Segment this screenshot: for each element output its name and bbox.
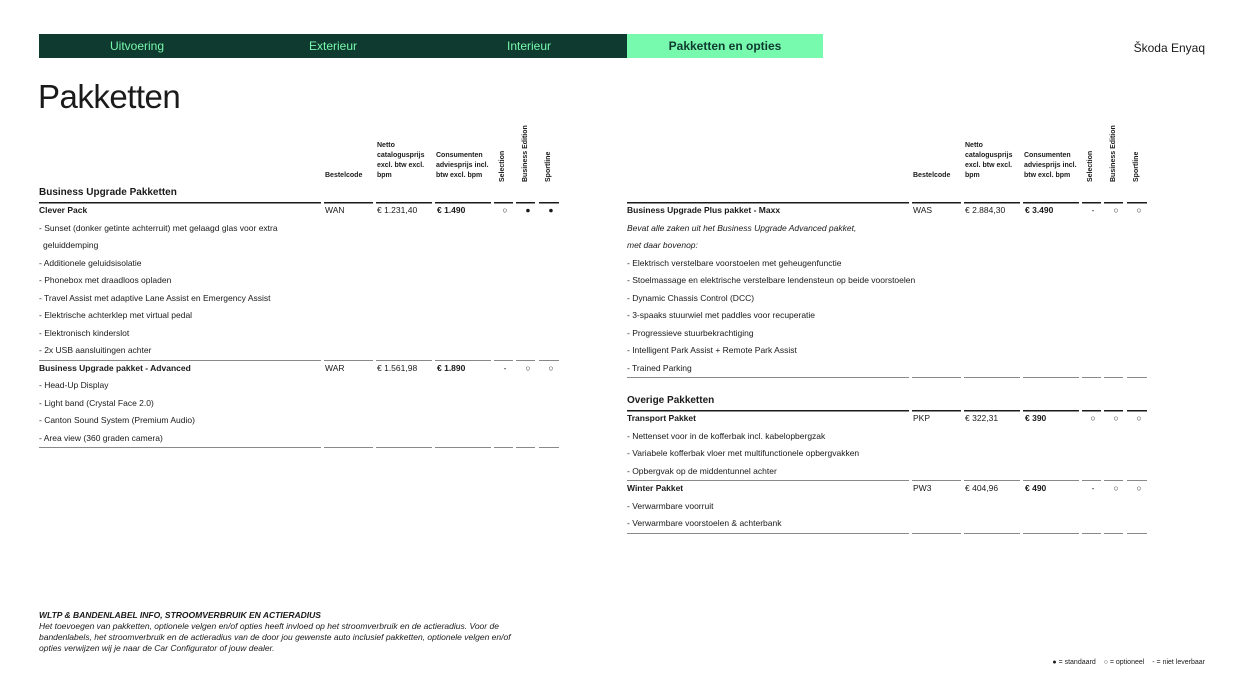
column-headers	[39, 114, 559, 184]
header-bestelcode: Bestelcode	[913, 172, 951, 179]
header-business-edition: Business Edition	[1110, 125, 1117, 182]
availability-sportline: ○	[548, 362, 554, 373]
availability-sportline: ○	[1136, 205, 1142, 215]
availability-business: ●	[525, 205, 531, 215]
section-title: Overige Pakketten	[627, 395, 715, 406]
package-code: PKP	[913, 413, 931, 423]
page-title: Pakketten	[38, 78, 181, 115]
package-code: WAR	[325, 362, 345, 373]
availability-selection: ○	[502, 205, 508, 215]
availability-sportline: ○	[1136, 483, 1142, 493]
availability-selection: -	[503, 362, 507, 373]
list-item: - Elektrisch verstelbare voorstoelen met geheugenfunctie	[627, 257, 842, 268]
tab-pakketten-en-opties[interactable]: Pakketten en opties	[627, 34, 823, 58]
list-item: - Intelligent Park Assist + Remote Park Assist	[627, 345, 797, 355]
package-code: PW3	[913, 483, 932, 493]
header-consumentenprijs: Consumenten adviesprijs incl. btw excl. bpm	[1024, 152, 1077, 179]
availability-business: ○	[525, 362, 531, 373]
package-name: Business Upgrade Plus pakket - Maxx	[627, 205, 781, 215]
list-item: - Elektrische achterklep met virtual pedal	[39, 310, 193, 320]
list-item: - Area view (360 graden camera)	[39, 432, 163, 443]
legend-not-available: - = niet leverbaar	[1152, 659, 1205, 666]
section-title: Business Upgrade Pakketten	[39, 187, 177, 198]
package-price: € 390	[1025, 413, 1047, 423]
list-item: - Variabele kofferbak vloer met multifunctionele opbergvakken	[627, 448, 860, 458]
availability-selection: -	[1091, 483, 1095, 493]
header-selection: Selection	[1087, 150, 1094, 182]
list-item: - Trained Parking	[627, 362, 692, 373]
package-row	[627, 480, 1147, 498]
list-item: - Nettenset voor in de kofferbak incl. kabelopbergzak	[627, 430, 826, 441]
package-netto: € 1.231,40	[377, 205, 418, 215]
table-end-rule	[627, 533, 1147, 534]
list-item: - Travel Assist met adaptive Lane Assist en Emergency Assist	[39, 292, 271, 303]
wltp-title: WLTP & BANDENLABEL INFO, STROOMVERBRUIK EN ACTIERADIUS	[39, 610, 321, 620]
header-netto: Netto catalogusprijs excl. btw excl. bpm	[965, 142, 1013, 179]
package-row	[627, 202, 1147, 220]
list-item: - 2x USB aansluitingen achter	[39, 345, 152, 355]
availability-business: ○	[1113, 413, 1119, 423]
list-item: - Elektronisch kinderslot	[39, 327, 130, 338]
package-code: WAS	[913, 205, 933, 215]
package-code: WAN	[325, 205, 345, 215]
package-row	[39, 202, 559, 220]
wltp-note	[39, 610, 529, 654]
list-item: - Verwarmbare voorruit	[627, 500, 714, 511]
availability-sportline: ●	[548, 205, 554, 215]
list-item: - Opbergvak op de middentunnel achter	[627, 465, 777, 476]
column-headers	[627, 114, 1147, 184]
package-name: Business Upgrade pakket - Advanced	[39, 362, 191, 373]
availability-selection: -	[1091, 205, 1095, 215]
header-selection: Selection	[499, 150, 506, 182]
list-item: - 3-spaaks stuurwiel met paddles voor recuperatie	[627, 310, 816, 320]
header-sportline: Sportline	[545, 151, 552, 182]
list-item: - Phonebox met draadloos opladen	[39, 275, 172, 285]
list-item: - Light band (Crystal Face 2.0)	[39, 397, 154, 408]
header-netto: Netto catalogusprijs excl. btw excl. bpm	[377, 142, 425, 179]
availability-selection: ○	[1090, 413, 1096, 423]
package-netto: € 1.561,98	[377, 362, 418, 373]
list-item: - Verwarmbare voorstoelen & achterbank	[627, 518, 782, 528]
availability-business: ○	[1113, 483, 1119, 493]
package-name: Winter Pakket	[627, 483, 684, 493]
legend	[1046, 659, 1205, 666]
brand-label: Škoda Enyaq	[1133, 41, 1205, 55]
list-item: geluiddemping	[43, 240, 99, 250]
right-table	[627, 114, 1147, 534]
package-netto: € 322,31	[965, 413, 999, 423]
tab-bar	[39, 34, 823, 58]
tab-interieur[interactable]: Interieur	[506, 39, 552, 53]
package-netto: € 404,96	[965, 483, 999, 493]
availability-business: ○	[1113, 205, 1119, 215]
list-item: Bevat alle zaken uit het Business Upgrade Advanced pakket,	[627, 222, 857, 233]
legend-optional: ○ = optioneel	[1103, 659, 1145, 666]
package-row	[627, 410, 1147, 428]
legend-standard: ● = standaard	[1052, 659, 1096, 666]
package-name: Clever Pack	[39, 205, 88, 215]
package-row	[39, 360, 559, 378]
package-price: € 1.890	[437, 362, 466, 373]
package-price: € 490	[1025, 483, 1047, 493]
package-name: Transport Pakket	[627, 413, 696, 423]
tab-exterieur[interactable]: Exterieur	[308, 39, 358, 53]
list-item: met daar bovenop:	[627, 240, 698, 250]
wltp-body: Het toevoegen van pakketten, optionele velgen en/of opties heeft invloed op het stroomverbruik en de actieradius. Voor de bandenlabels, het stroomverbruik en de actieradius van de door jou gewenste auto inclusief pakketten, optionele velgen en/of opties verwijzen wij je naar de Car Configurator of jouw dealer.	[39, 621, 511, 653]
header-consumentenprijs: Consumenten adviesprijs incl. btw excl. bpm	[436, 152, 489, 179]
list-item: - Canton Sound System (Premium Audio)	[39, 415, 195, 425]
package-price: € 1.490	[437, 205, 466, 215]
list-item: - Sunset (donker getinte achterruit) met gelaagd glas voor extra	[39, 222, 278, 233]
availability-sportline: ○	[1136, 413, 1142, 423]
table-end-rule	[39, 447, 559, 448]
list-item: - Additionele geluidsisolatie	[39, 257, 142, 268]
tab-uitvoering[interactable]: Uitvoering	[109, 39, 165, 53]
package-netto: € 2.884,30	[965, 205, 1006, 215]
list-item: - Head-Up Display	[39, 380, 109, 390]
list-item: - Stoelmassage en elektrische verstelbare lendensteun op beide voorstoelen	[627, 275, 916, 285]
package-price: € 3.490	[1025, 205, 1054, 215]
header-sportline: Sportline	[1133, 151, 1140, 182]
list-item: - Progressieve stuurbekrachtiging	[627, 327, 754, 338]
header-business-edition: Business Edition	[522, 125, 529, 182]
header-bestelcode: Bestelcode	[325, 172, 363, 179]
left-table	[39, 114, 559, 448]
list-item: - Dynamic Chassis Control (DCC)	[627, 292, 755, 303]
